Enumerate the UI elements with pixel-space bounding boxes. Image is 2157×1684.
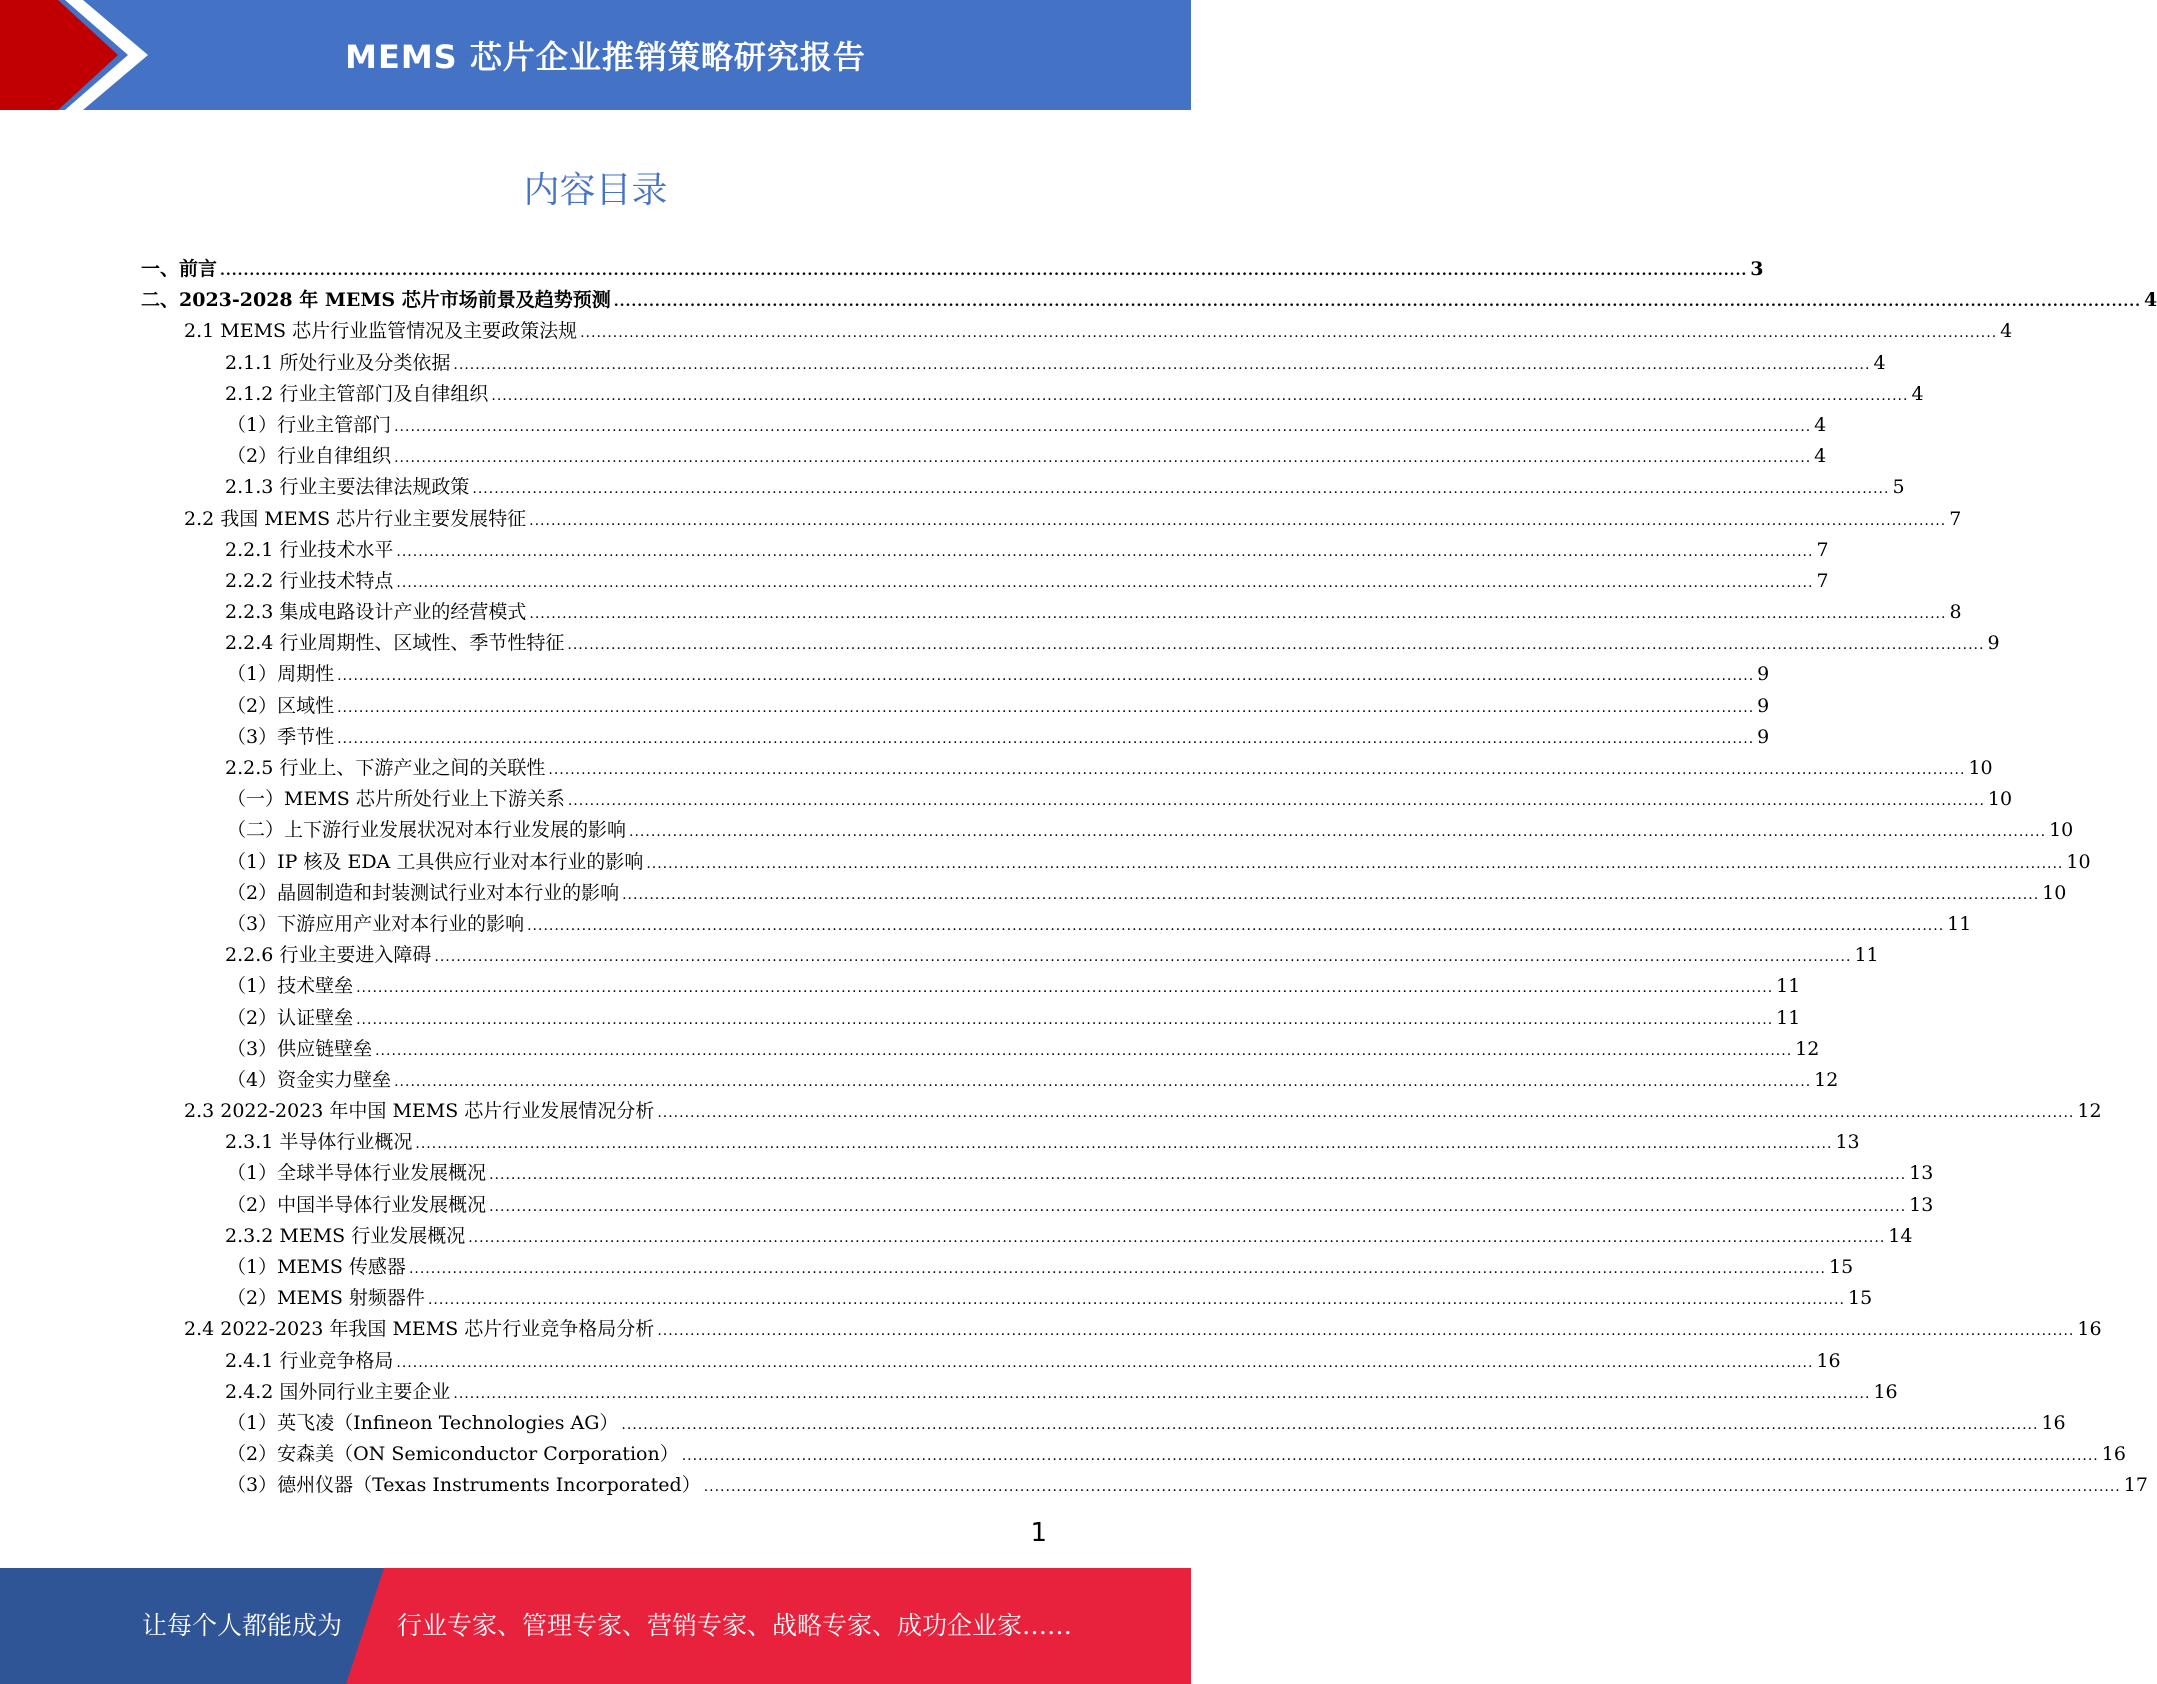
toc-entry[interactable]	[141, 971, 1801, 1002]
toc-entry-title: 2.2.3 集成电路设计产业的经营模式	[225, 601, 527, 624]
toc-entry-page: 9	[1757, 725, 1770, 748]
toc-entry[interactable]	[141, 909, 1972, 940]
toc-entry[interactable]	[141, 1252, 1854, 1283]
toc-entry-page: 4	[1911, 382, 1924, 405]
toc-entry[interactable]	[141, 815, 2074, 846]
toc-entry-title: 2.2.5 行业上、下游产业之间的关联性	[225, 757, 546, 779]
toc-entry[interactable]	[141, 1346, 1841, 1377]
toc-entry[interactable]	[141, 254, 1764, 285]
toc-dot-leader: ....................................................................................................................................................................................................................................................................	[613, 294, 2142, 311]
toc-entry[interactable]	[141, 1283, 1873, 1314]
toc-entry[interactable]	[141, 504, 1962, 535]
toc-dot-leader: ....................................................................................................................................................................................................................................................................	[491, 387, 1909, 404]
toc-entry-page: 5	[1892, 476, 1905, 499]
toc-entry[interactable]	[141, 1408, 2066, 1439]
toc-entry-page: 11	[1947, 912, 1972, 935]
toc-heading: 内容目录	[523, 170, 668, 211]
toc-entry-title: 2.1.1 所处行业及分类依据	[225, 351, 451, 374]
toc-entry-page: 7	[1816, 569, 1829, 592]
toc-dot-leader: ....................................................................................................................................................................................................................................................................	[703, 1479, 2121, 1496]
toc-dot-leader: ....................................................................................................................................................................................................................................................................	[629, 824, 2047, 841]
toc-entry-page: 9	[1757, 663, 1770, 686]
toc-entry[interactable]	[141, 940, 1879, 971]
toc-entry-page: 9	[1757, 694, 1770, 717]
toc-dot-leader: ....................................................................................................................................................................................................................................................................	[489, 1167, 1907, 1184]
toc-entry-title: 2.3.2 MEMS 行业发展概况	[225, 1224, 466, 1247]
toc-entry-page: 4	[2000, 320, 2013, 343]
toc-entry-page: 13	[1909, 1162, 1934, 1185]
toc-dot-leader: ....................................................................................................................................................................................................................................................................	[337, 668, 1755, 685]
toc-entry-page: 4	[1873, 351, 1886, 374]
toc-entry[interactable]	[141, 285, 2157, 316]
toc-entry[interactable]	[141, 1470, 2148, 1501]
toc-entry-title: （3）供应链壁垒	[227, 1037, 373, 1060]
toc-entry[interactable]	[141, 784, 2013, 815]
toc-entry-title: 2.2.6 行业主要进入障碍	[225, 944, 432, 967]
toc-entry[interactable]	[141, 566, 1829, 597]
toc-dot-leader: ....................................................................................................................................................................................................................................................................	[548, 762, 1966, 778]
toc-entry-title: （1）英飞凌（Infineon Technologies AG）	[227, 1411, 619, 1434]
toc-entry[interactable]	[141, 1190, 1934, 1221]
toc-dot-leader: ....................................................................................................................................................................................................................................................................	[527, 917, 1945, 934]
toc-entry-page: 7	[1816, 538, 1829, 561]
toc-entry[interactable]	[141, 1158, 1934, 1189]
toc-entry-title: （1）MEMS 传感器	[227, 1256, 406, 1278]
toc-dot-leader: ....................................................................................................................................................................................................................................................................	[415, 1136, 1833, 1153]
toc-entry-title: （3）德州仪器（Texas Instruments Incorporated）	[227, 1474, 701, 1497]
toc-entry[interactable]	[141, 1127, 1860, 1158]
toc-entry-title: （1）技术壁垒	[227, 975, 354, 998]
toc-entry-title: （一）MEMS 芯片所处行业上下游关系	[227, 788, 565, 811]
toc-dot-leader: ....................................................................................................................................................................................................................................................................	[396, 1354, 1814, 1371]
toc-entry[interactable]	[141, 847, 2091, 878]
toc-dot-leader: ....................................................................................................................................................................................................................................................................	[529, 512, 1947, 529]
toc-entry-title: 2.2.2 行业技术特点	[225, 569, 394, 592]
toc-entry-title: （2）认证壁垒	[227, 1006, 354, 1029]
toc-dot-leader: ....................................................................................................................................................................................................................................................................	[337, 699, 1755, 716]
toc-entry-page: 13	[1835, 1131, 1860, 1154]
toc-entry-title: （2）行业自律组织	[227, 445, 392, 468]
toc-entry-title: 2.1 MEMS 芯片行业监管情况及主要政策法规	[184, 320, 578, 343]
toc-entry-page: 16	[2077, 1318, 2102, 1341]
toc-entry-page: 3	[1750, 258, 1764, 280]
toc-entry-title: （3）下游应用产业对本行业的影响	[227, 912, 525, 935]
toc-entry-page: 10	[2042, 881, 2067, 904]
toc-entry-title: （二）上下游行业发展状况对本行业发展的影响	[227, 819, 627, 842]
toc-dot-leader: ....................................................................................................................................................................................................................................................................	[567, 637, 1985, 654]
toc-dot-leader: ....................................................................................................................................................................................................................................................................	[657, 1105, 2075, 1122]
toc-entry[interactable]	[141, 316, 2013, 347]
toc-entry-title: （1）IP 核及 EDA 工具供应行业对本行业的影响	[227, 850, 644, 873]
toc-dot-leader: ....................................................................................................................................................................................................................................................................	[453, 1385, 1871, 1402]
toc-entry-page: 16	[2101, 1443, 2126, 1466]
toc-dot-leader: ....................................................................................................................................................................................................................................................................	[427, 1292, 1845, 1309]
toc-entry-title: 2.4.2 国外同行业主要企业	[225, 1380, 451, 1403]
toc-entry[interactable]	[141, 597, 1962, 628]
toc-entry-title: （2）安森美（ON Semiconductor Corporation）	[227, 1443, 679, 1466]
footer-slogan-right: 行业专家、管理专家、营销专家、战略专家、成功企业家……	[397, 1611, 1073, 1640]
toc-entry-title: 2.2 我国 MEMS 芯片行业主要发展特征	[184, 507, 527, 530]
toc-entry-page: 16	[1816, 1349, 1841, 1372]
toc-entry-page: 11	[1776, 1006, 1801, 1029]
toc-entry[interactable]	[141, 379, 1924, 410]
toc-entry[interactable]	[141, 1065, 1839, 1096]
toc-entry-page: 4	[1814, 445, 1827, 468]
toc-entry-title: （2）晶圆制造和封装测试行业对本行业的影响	[227, 881, 620, 904]
toc-entry-page: 7	[1949, 507, 1962, 530]
toc-dot-leader: ....................................................................................................................................................................................................................................................................	[396, 574, 1814, 591]
toc-entry-page: 4	[2144, 289, 2157, 312]
toc-dot-leader: ....................................................................................................................................................................................................................................................................	[394, 450, 1812, 467]
toc-dot-leader: ....................................................................................................................................................................................................................................................................	[394, 418, 1812, 435]
toc-dot-leader: ....................................................................................................................................................................................................................................................................	[657, 1323, 2075, 1340]
toc-entry-title: 一、前言	[141, 258, 218, 280]
toc-entry-title: （1）周期性	[227, 663, 335, 686]
toc-entry[interactable]	[141, 410, 1827, 441]
toc-entry[interactable]	[141, 659, 1770, 690]
toc-dot-leader: ....................................................................................................................................................................................................................................................................	[434, 949, 1852, 966]
toc-entry-page: 11	[1854, 944, 1879, 967]
toc-dot-leader: ....................................................................................................................................................................................................................................................................	[567, 793, 1985, 810]
toc-entry-title: 2.1.3 行业主要法律法规政策	[225, 476, 470, 499]
toc-entry-page: 9	[1987, 632, 2000, 655]
page-number: 1	[1030, 1518, 1047, 1548]
page-footer	[0, 1568, 1191, 1684]
toc-entry[interactable]	[141, 1377, 1898, 1408]
toc-entry-title: 2.3.1 半导体行业概况	[225, 1131, 413, 1154]
toc-entry[interactable]	[141, 1003, 1801, 1034]
toc-entry-title: （2）MEMS 射频器件	[227, 1287, 425, 1310]
toc-dot-leader: ....................................................................................................................................................................................................................................................................	[337, 730, 1755, 747]
toc-entry[interactable]	[141, 441, 1827, 472]
toc-entry-page: 10	[2066, 850, 2091, 873]
toc-entry[interactable]	[141, 691, 1770, 722]
toc-entry-title: （1）行业主管部门	[227, 413, 392, 436]
toc-entry-title: （4）资金实力壁垒	[227, 1068, 392, 1091]
table-of-contents	[141, 254, 2157, 1502]
toc-entry[interactable]	[141, 722, 1770, 753]
toc-entry[interactable]	[141, 1034, 1820, 1065]
toc-entry-page: 12	[2077, 1100, 2102, 1123]
toc-entry-title: 2.2.1 行业技术水平	[225, 538, 394, 561]
toc-entry-title: （2）区域性	[227, 694, 335, 717]
toc-dot-leader: ....................................................................................................................................................................................................................................................................	[468, 1229, 1886, 1246]
toc-dot-leader: ....................................................................................................................................................................................................................................................................	[580, 325, 1998, 342]
toc-entry-page: 12	[1795, 1037, 1820, 1060]
toc-dot-leader: ....................................................................................................................................................................................................................................................................	[681, 1448, 2099, 1465]
toc-entry-page: 17	[2123, 1474, 2148, 1497]
toc-entry-title: （3）季节性	[227, 725, 335, 748]
toc-entry[interactable]	[141, 472, 1905, 503]
toc-entry-page: 16	[2041, 1411, 2066, 1434]
toc-dot-leader: ....................................................................................................................................................................................................................................................................	[622, 886, 2040, 903]
toc-entry[interactable]	[141, 348, 1886, 379]
toc-entry-title: 二、2023-2028 年 MEMS 芯片市场前景及趋势预测	[141, 289, 611, 312]
toc-dot-leader: ....................................................................................................................................................................................................................................................................	[408, 1261, 1826, 1277]
toc-dot-leader: ....................................................................................................................................................................................................................................................................	[646, 855, 2064, 872]
toc-entry[interactable]	[141, 535, 1829, 566]
toc-entry-page: 12	[1814, 1068, 1839, 1091]
toc-entry[interactable]	[141, 1314, 2102, 1345]
toc-entry-page: 11	[1776, 975, 1801, 998]
toc-entry-page: 10	[1968, 757, 1993, 779]
toc-dot-leader: ....................................................................................................................................................................................................................................................................	[529, 606, 1947, 623]
toc-entry-title: 2.1.2 行业主管部门及自律组织	[225, 382, 489, 405]
toc-dot-leader: ....................................................................................................................................................................................................................................................................	[220, 263, 1748, 279]
toc-entry[interactable]	[141, 1221, 1913, 1252]
toc-entry-page: 10	[2049, 819, 2074, 842]
toc-entry-title: 2.4.1 行业竞争格局	[225, 1349, 394, 1372]
toc-entry-page: 13	[1909, 1193, 1934, 1216]
toc-entry-title: （1）全球半导体行业发展概况	[227, 1162, 487, 1185]
toc-entry[interactable]	[141, 753, 1993, 784]
toc-entry-title: （2）中国半导体行业发展概况	[227, 1193, 487, 1216]
toc-dot-leader: ....................................................................................................................................................................................................................................................................	[489, 1198, 1907, 1215]
page-header	[0, 0, 1191, 110]
toc-entry[interactable]	[141, 628, 2000, 659]
toc-entry[interactable]	[141, 878, 2067, 909]
footer-slogan-left: 让每个人都能成为	[142, 1611, 343, 1640]
toc-dot-leader: ....................................................................................................................................................................................................................................................................	[356, 980, 1774, 997]
toc-dot-leader: ....................................................................................................................................................................................................................................................................	[375, 1042, 1793, 1059]
toc-entry-title: 2.2.4 行业周期性、区域性、季节性特征	[225, 632, 565, 655]
toc-entry-title: 2.4 2022-2023 年我国 MEMS 芯片行业竞争格局分析	[184, 1318, 655, 1341]
toc-dot-leader: ....................................................................................................................................................................................................................................................................	[453, 356, 1871, 373]
toc-entry-page: 10	[1987, 788, 2013, 811]
toc-entry-page: 8	[1949, 601, 1962, 624]
toc-entry-page: 16	[1873, 1380, 1898, 1403]
toc-entry-title: 2.3 2022-2023 年中国 MEMS 芯片行业发展情况分析	[184, 1100, 655, 1123]
toc-dot-leader: ....................................................................................................................................................................................................................................................................	[396, 543, 1814, 560]
toc-entry-page: 14	[1888, 1224, 1913, 1247]
toc-entry[interactable]	[141, 1096, 2102, 1127]
toc-entry[interactable]	[141, 1439, 2126, 1470]
toc-dot-leader: ....................................................................................................................................................................................................................................................................	[472, 481, 1890, 498]
toc-dot-leader: ....................................................................................................................................................................................................................................................................	[356, 1011, 1774, 1028]
toc-entry-page: 15	[1829, 1256, 1854, 1278]
report-title: MEMS 芯片企业推销策略研究报告	[345, 38, 866, 76]
toc-entry-page: 4	[1814, 413, 1827, 436]
toc-entry-page: 15	[1848, 1287, 1873, 1310]
toc-dot-leader: ....................................................................................................................................................................................................................................................................	[394, 1073, 1812, 1090]
toc-dot-leader: ....................................................................................................................................................................................................................................................................	[621, 1416, 2039, 1433]
